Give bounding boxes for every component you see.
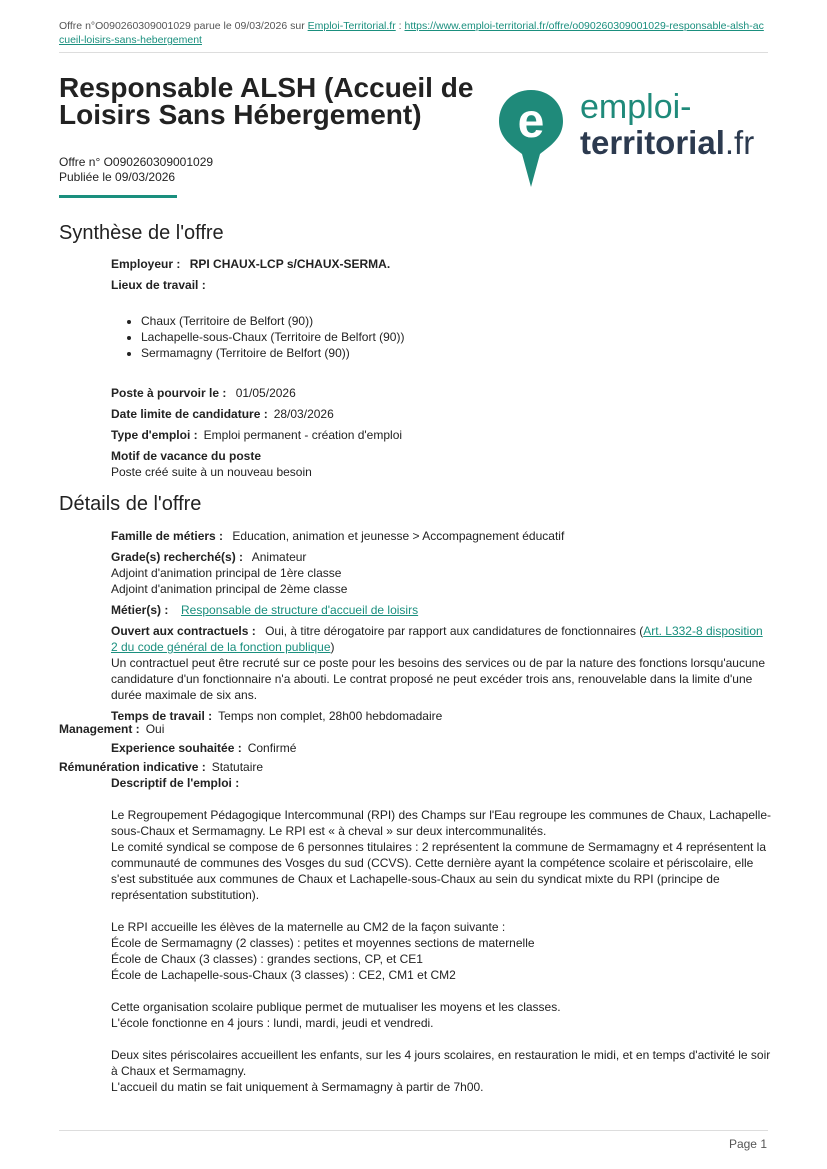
grade-value: Adjoint d'animation principal de 2ème classe	[111, 582, 348, 596]
trade-link[interactable]: Responsable de structure d'accueil de loisirs	[181, 603, 419, 617]
employer-value: RPI CHAUX-LCP s/CHAUX-SERMA.	[189, 257, 391, 271]
description-label: Descriptif de l'emploi :	[111, 776, 240, 790]
paragraph: Cette organisation scolaire publique permet de mutualiser les moyens et les classes. L'école fonctionne en 4 jours : lundi, mardi, jeudi et vendredi.	[111, 1000, 561, 1030]
management-value: Oui	[145, 722, 165, 736]
details-section-2	[59, 721, 771, 1111]
grade-label: Grade(s) recherché(s) :	[111, 550, 244, 564]
section-heading-details: Détails de l'offre	[59, 493, 202, 515]
vacancy-reason-value: Poste créé suite à un nouveau besoin	[111, 465, 312, 479]
separator: :	[398, 20, 402, 32]
paragraph: Le RPI accueille les élèves de la maternelle au CM2 de la façon suivante : École de Sermamagny (2 classes) : petites et moyennes sections de maternelle École de Chaux (3 classes) : grandes sections, CP, et CE1 École de Lachapelle-sous-Chaux (3 classes) : CE2, CM1 et CM2	[111, 920, 535, 982]
published-date: Publiée le 09/03/2026	[59, 170, 176, 184]
deadline-label: Date limite de candidature :	[111, 407, 268, 421]
workplaces-list	[111, 313, 771, 361]
list-item: • Lachapelle-sous-Chaux (Territoire de Belfort (90))	[141, 329, 771, 345]
grade-value: Animateur	[251, 550, 307, 564]
page-number: Page 1	[728, 1137, 767, 1151]
start-date-value: 01/05/2026	[235, 386, 296, 400]
salary-label: Rémunération indicative :	[59, 760, 206, 774]
job-type-value: Emploi permanent - création d'emploi	[203, 428, 403, 442]
list-item: • Chaux (Territoire de Belfort (90))	[141, 313, 771, 329]
svg-text:territorial.fr: territorial.fr	[580, 124, 755, 161]
job-type-label: Type d'emploi :	[111, 428, 198, 442]
work-time-value: Temps non complet, 28h00 hebdomadaire	[218, 709, 443, 723]
job-family-value: Education, animation et jeunesse > Accompagnement éducatif	[232, 529, 565, 543]
accent-bar	[59, 195, 177, 198]
start-date-label: Poste à pourvoir le :	[111, 386, 227, 400]
job-family-label: Famille de métiers :	[111, 529, 224, 543]
experience-label: Experience souhaitée :	[111, 741, 242, 755]
paren: )	[330, 640, 335, 654]
management-label: Management :	[59, 722, 140, 736]
grade-value: Adjoint d'animation principal de 1ère classe	[111, 566, 342, 580]
divider	[59, 52, 768, 53]
paragraph: Le Regroupement Pédagogique Intercommunal (RPI) des Champs sur l'Eau regroupe les communes de Chaux, Lachapelle-sous-Chaux et Sermamagny. Le RPI est « à cheval » sur deux intercommunalités. Le comité syndical se compose de 6 personnes titulaires : 2 représentent la commune de Sermamagny et 4 représentent la communauté de communes des Vosges du sud (CCVS). Cette dernière ayant la compétence scolaire et périscolaire, elle s'est substituée aux communes de Chaux et Lachapelle-sous-Chaux au sein du syndicat mixte du RPI (principe de représentation substitution).	[111, 808, 771, 902]
svg-text:emploi-: emploi-	[580, 88, 692, 126]
description-body	[111, 807, 771, 1095]
header-line	[59, 19, 769, 47]
footer-divider	[59, 1130, 768, 1131]
experience-value: Confirmé	[247, 741, 297, 755]
legal-article-link[interactable]: Art. L332-8 disposition 2 du code général de la fonction publique	[111, 624, 763, 654]
site-link[interactable]: Emploi-Territorial.fr	[307, 20, 396, 32]
synthese-section	[111, 256, 771, 480]
workplaces-label: Lieux de travail :	[111, 278, 206, 292]
employer-label: Employeur :	[111, 257, 181, 271]
vacancy-reason-label: Motif de vacance du poste	[111, 449, 262, 463]
paragraph: Deux sites périscolaires accueillent les enfants, sur les 4 jours scolaires, en restauration le midi, et en temps d'activité le soir à Chaux et Sermamagny. L'accueil du matin se fait uniquement à Sermamagny à partir de 7h00.	[111, 1048, 771, 1094]
offer-number: Offre n° O090260309001029	[59, 155, 214, 169]
trade-label: Métier(s) :	[111, 603, 169, 617]
page-title: Responsable ALSH (Accueil de Loisirs Sans Hébergement)	[59, 72, 474, 130]
deadline-value: 28/03/2026	[273, 407, 334, 421]
header-prefix: Offre n°O090260309001029 parue le 09/03/2026 sur	[59, 20, 305, 32]
offer-meta	[59, 155, 213, 185]
contractors-note: Un contractuel peut être recruté sur ce poste pour les besoins des services ou de par la nature des fonctions lorsqu'aucune candidature d'un fonctionnaire n'a abouti. Le contrat proposé ne peut excéder trois ans, renouvelable dans la limite d'une durée maximale de six ans.	[111, 656, 765, 702]
details-section	[111, 528, 771, 729]
section-heading-synthese: Synthèse de l'offre	[59, 222, 224, 244]
contractors-value: Oui, à titre dérogatoire par rapport aux candidatures de fonctionnaires (	[265, 624, 644, 638]
work-time-label: Temps de travail :	[111, 709, 213, 723]
emploi-territorial-logo	[498, 88, 763, 191]
svg-text:e: e	[517, 95, 545, 148]
contractors-label: Ouvert aux contractuels :	[111, 624, 256, 638]
salary-value: Statutaire	[211, 760, 264, 774]
list-item: • Sermamagny (Territoire de Belfort (90))	[141, 345, 771, 361]
offer-url-link[interactable]: https://www.emploi-territorial.fr/offre/o090260309001029-responsable-alsh-accueil-loisirs-sans-hebergement	[59, 20, 764, 46]
